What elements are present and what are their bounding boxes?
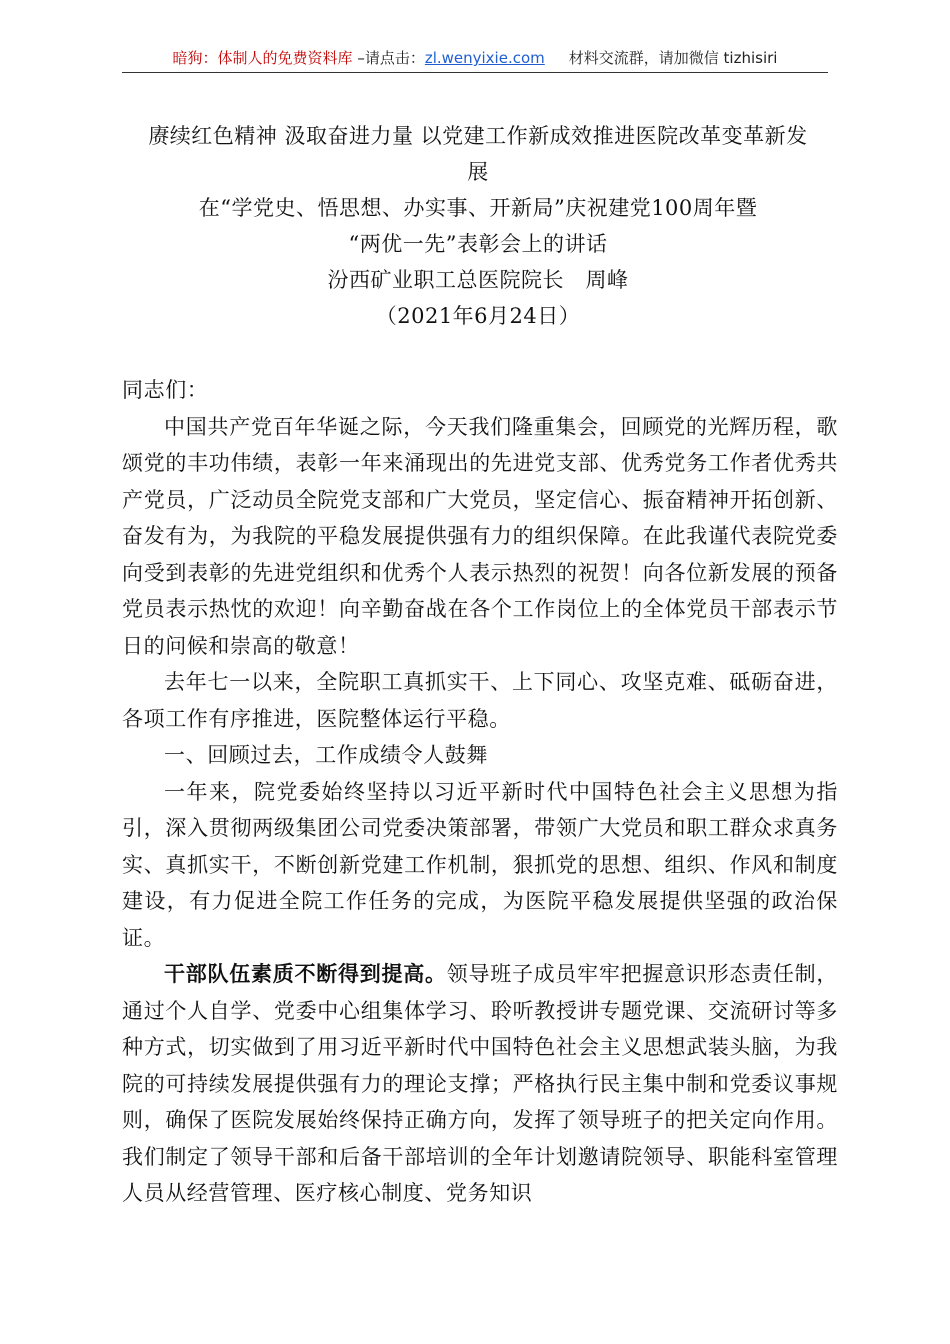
paragraph-body: 领导班子成员牢牢把握意识形态责任制，通过个人自学、党委中心组集体学习、聆听教授讲专题党课、交流研讨等多种方式，切实做到了用习近平新时代中国特色社会主义思想武装头脑，为我院的可持续发展提供强有力的理论支撑；严格执行民主集中制和党委议事规则，确保了医院发展始终保持正确方向，发挥了领导班子的把关定向作用。我们制定了领导干部和后备干部培训的全年计划邀请院领导、职能科室管理人员从经营管理、医疗核心制度、党务知识 xyxy=(122,962,838,1205)
document-subtitle-line-1: 在“学党史、悟思想、办实事、开新局”庆祝建党100周年暨 xyxy=(198,196,758,220)
document-body xyxy=(122,372,838,1212)
header-divider xyxy=(122,72,828,73)
paragraph-lead-bold: 干部队伍素质不断得到提高。 xyxy=(164,961,447,986)
document-title-block xyxy=(118,118,838,334)
document-subtitle-line-2: “两优一先”表彰会上的讲话 xyxy=(348,232,608,256)
header-note: 材料交流群，请加微信 tizhisiri xyxy=(568,49,778,67)
document-title-line-2: 展 xyxy=(467,160,489,184)
paragraph xyxy=(122,956,838,1212)
page-header xyxy=(122,46,828,74)
paragraph: 中国共产党百年华诞之际，今天我们隆重集会，回顾党的光辉历程，歌颂党的丰功伟绩，表彰一年来涌现出的先进党支部、优秀党务工作者优秀共产党员，广泛动员全院党支部和广大党员，坚定信心、振奋精神开拓创新、奋发有为，为我院的平稳发展提供强有力的组织保障。在此我谨代表院党委向受到表彰的先进党组织和优秀个人表示热烈的祝贺！向各位新发展的预备党员表示热忱的欢迎！向辛勤奋战在各个工作岗位上的全体党员干部表示节日的问候和崇高的敬意！ xyxy=(122,414,838,658)
document-author: 汾西矿业职工总医院院长 周峰 xyxy=(327,268,629,292)
paragraph: 去年七一以来，全院职工真抓实干、上下同心、攻坚克难、砥砺奋进，各项工作有序推进，医院整体运行平稳。 xyxy=(122,670,838,731)
document-title-line-1: 赓续红色精神 汲取奋进力量 以党建工作新成效推进医院改革变革新发 xyxy=(148,124,808,148)
section-heading: 一、回顾过去，工作成绩令人鼓舞 xyxy=(164,743,488,767)
header-link[interactable]: zl.wenyixie.com xyxy=(424,49,545,67)
document-date: （2021年6月24日） xyxy=(375,304,581,328)
header-prompt: –请点击： xyxy=(352,49,425,67)
header-brand: 暗狗：体制人的免费资料库 xyxy=(172,49,353,67)
paragraph: 一年来，院党委始终坚持以习近平新时代中国特色社会主义思想为指引，深入贯彻两级集团公司党委决策部署，带领广大党员和职工群众求真务实、真抓实干，不断创新党建工作机制，狠抓党的思想、组织、作风和制度建设，有力促进全院工作任务的完成，为医院平稳发展提供坚强的政治保证。 xyxy=(122,779,838,950)
greeting: 同志们： xyxy=(122,378,209,402)
